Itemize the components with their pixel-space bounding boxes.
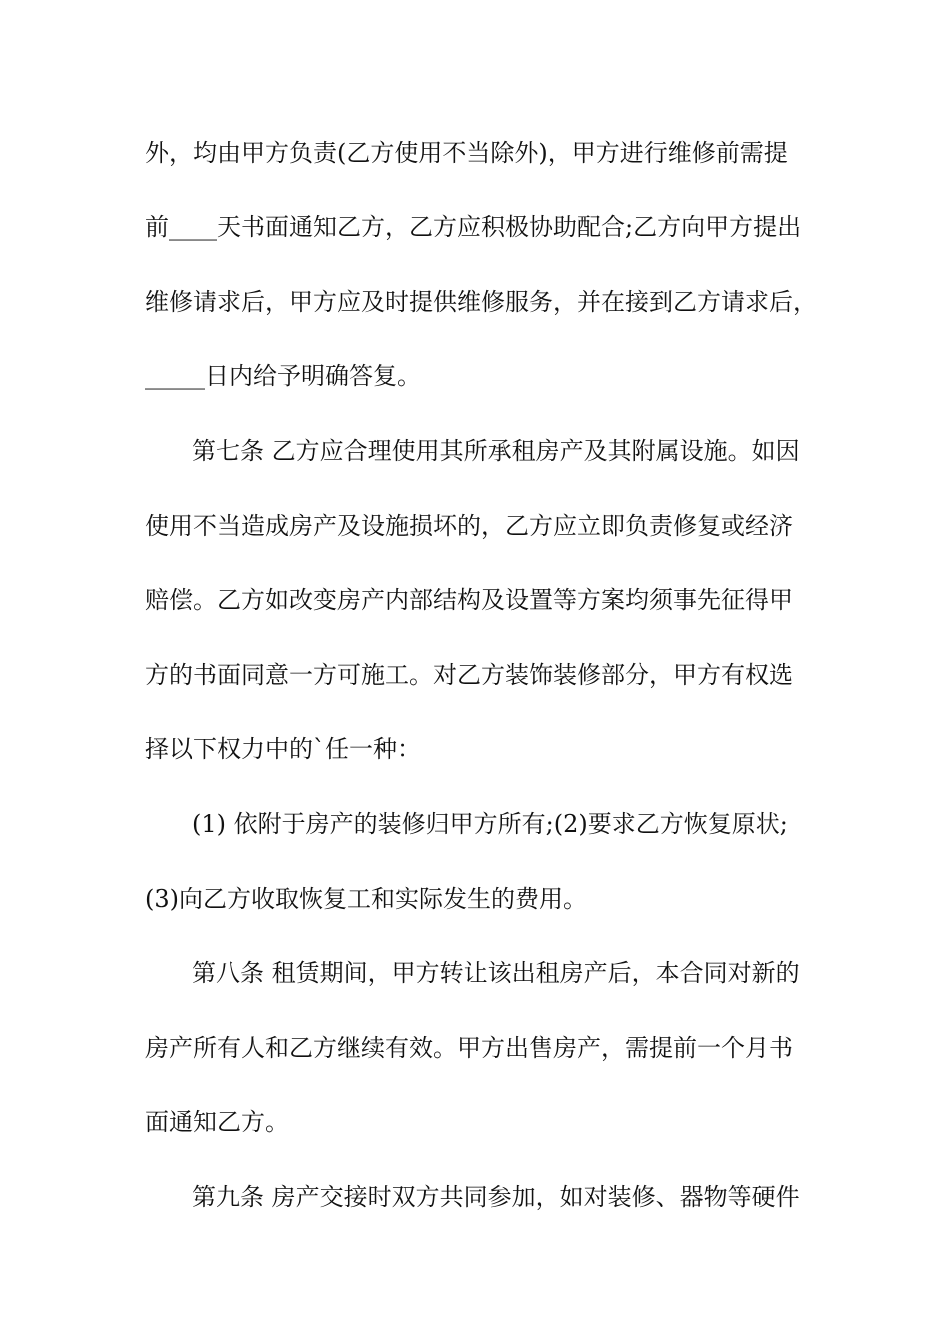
article-8-start: 第八条 租赁期间，甲方转让该出租房产后，本合同对新的	[192, 959, 800, 987]
article-9-start: 第九条 房产交接时双方共同参加，如对装修、器物等硬件	[192, 1183, 800, 1211]
text-line-8: 方的书面同意一方可施工。对乙方装饰装修部分，甲方有权选	[145, 661, 793, 689]
text-line-7: 赔偿。乙方如改变房产内部结构及设置等方案均须事先征得甲	[145, 586, 793, 614]
text-line-3: 维修请求后，甲方应及时提供维修服务，并在接到乙方请求后，	[145, 288, 817, 316]
text-line-4: _____日内给予明确答复。	[145, 362, 421, 390]
text-line-2: 前____天书面通知乙方，乙方应积极协助配合;乙方向甲方提出	[145, 213, 802, 241]
text-line-1: 外，均由甲方负责(乙方使用不当除外)，甲方进行维修前需提	[145, 139, 788, 167]
text-line-13: 房产所有人和乙方继续有效。甲方出售房产，需提前一个月书	[145, 1034, 793, 1062]
article-7-start: 第七条 乙方应合理使用其所承租房产及其附属设施。如因	[192, 437, 800, 465]
text-line-9: 择以下权力中的`任一种：	[145, 735, 421, 763]
text-line-14: 面通知乙方。	[145, 1108, 289, 1136]
text-line-11: (3)向乙方收取恢复工和实际发生的费用。	[145, 885, 587, 913]
text-line-6: 使用不当造成房产及设施损坏的，乙方应立即负责修复或经济	[145, 512, 793, 540]
options-line: (1) 依附于房产的装修归甲方所有;(2)要求乙方恢复原状;	[192, 810, 788, 838]
